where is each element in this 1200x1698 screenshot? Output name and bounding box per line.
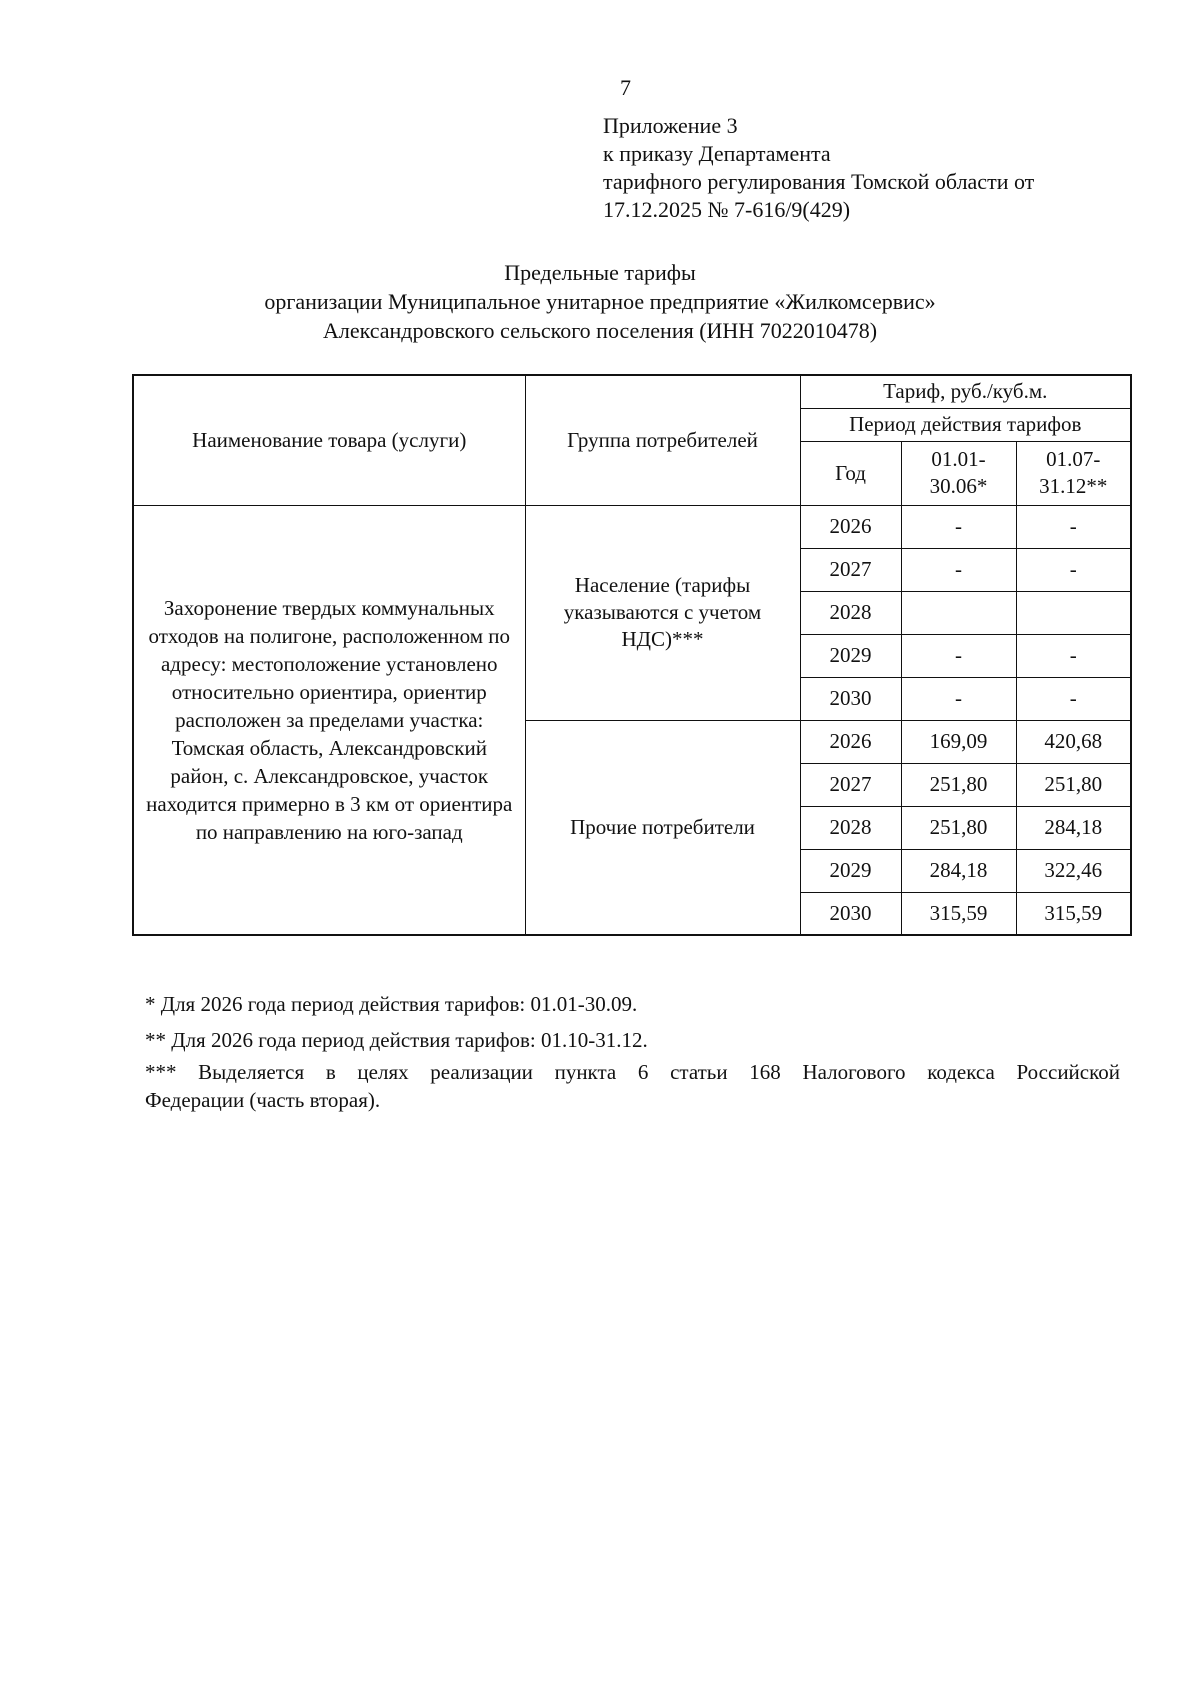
appendix-header	[603, 112, 1123, 224]
appendix-line: 17.12.2025 № 7-616/9(429)	[603, 197, 851, 222]
title-line: организации Муниципальное унитарное предприятие «Жилкомсервис»	[264, 289, 936, 314]
footnote-1: * Для 2026 года период действия тарифов: 01.01-30.09.	[145, 992, 638, 1016]
year-cell: 2029	[800, 849, 901, 892]
tariff-cell: -	[1016, 548, 1131, 591]
document-title	[100, 258, 1100, 345]
tariff-cell: -	[901, 548, 1016, 591]
header-period-2: 01.07- 31.12**	[1016, 441, 1131, 505]
tariff-cell: -	[1016, 677, 1131, 720]
year-cell: 2030	[800, 892, 901, 935]
header-service: Наименование товара (услуги)	[133, 375, 525, 505]
table-row	[133, 505, 1131, 548]
header-period: Период действия тарифов	[800, 408, 1131, 441]
tariff-cell: 169,09	[901, 720, 1016, 763]
footnotes	[145, 990, 1120, 1114]
consumer-group-cell: Прочие потребители	[525, 720, 800, 935]
appendix-line: тарифного регулирования Томской области от	[603, 169, 1035, 194]
title-line: Предельные тарифы	[504, 260, 696, 285]
footnote-2: ** Для 2026 года период действия тарифов: 01.10-31.12.	[145, 1028, 648, 1052]
tariff-table	[132, 374, 1132, 936]
tariff-cell: -	[901, 677, 1016, 720]
tariff-cell: 284,18	[901, 849, 1016, 892]
year-cell: 2028	[800, 806, 901, 849]
tariff-cell	[1016, 591, 1131, 634]
tariff-cell: -	[1016, 505, 1131, 548]
tariff-cell: -	[901, 634, 1016, 677]
footnote-3-line-1: *** Выделяется в целях реализации пункта 6 статьи 168 Налогового кодекса Российской	[145, 1060, 1120, 1084]
header-consumer-group: Группа потребителей	[525, 375, 800, 505]
year-cell: 2029	[800, 634, 901, 677]
header-year: Год	[800, 441, 901, 505]
tariff-cell: -	[1016, 634, 1131, 677]
tariff-cell: 315,59	[1016, 892, 1131, 935]
tariff-cell	[901, 591, 1016, 634]
consumer-group-cell: Население (тарифы указываются с учетом НДС)***	[525, 505, 800, 720]
year-cell: 2028	[800, 591, 901, 634]
tariff-cell: 420,68	[1016, 720, 1131, 763]
year-cell: 2026	[800, 720, 901, 763]
footnote-3-line-2: Федерации (часть вторая).	[145, 1088, 381, 1112]
tariff-cell: -	[901, 505, 1016, 548]
year-cell: 2027	[800, 548, 901, 591]
header-tariff: Тариф, руб./куб.м.	[800, 375, 1131, 408]
page-number: 7	[620, 75, 631, 100]
tariff-cell: 284,18	[1016, 806, 1131, 849]
year-cell: 2030	[800, 677, 901, 720]
appendix-line: к приказу Департамента	[603, 141, 831, 166]
tariff-cell: 251,80	[901, 763, 1016, 806]
tariff-cell: 251,80	[1016, 763, 1131, 806]
tariff-cell: 322,46	[1016, 849, 1131, 892]
title-line: Александровского сельского поселения (ИНН 7022010478)	[322, 318, 878, 343]
year-cell: 2026	[800, 505, 901, 548]
header-period-1: 01.01- 30.06*	[901, 441, 1016, 505]
tariff-cell: 251,80	[901, 806, 1016, 849]
tariff-cell: 315,59	[901, 892, 1016, 935]
appendix-line: Приложение 3	[603, 113, 738, 138]
service-name-cell: Захоронение твердых коммунальных отходов на полигоне, расположенном по адресу: местоположение установлено относительно ориентира, ориентир расположен за пределами участка: Томская область, Александровский район, с. Александровское, участок находится примерно в 3 км от ориентира по направлению на юго-запад	[133, 505, 525, 935]
year-cell: 2027	[800, 763, 901, 806]
footnote-3	[145, 1058, 1120, 1114]
